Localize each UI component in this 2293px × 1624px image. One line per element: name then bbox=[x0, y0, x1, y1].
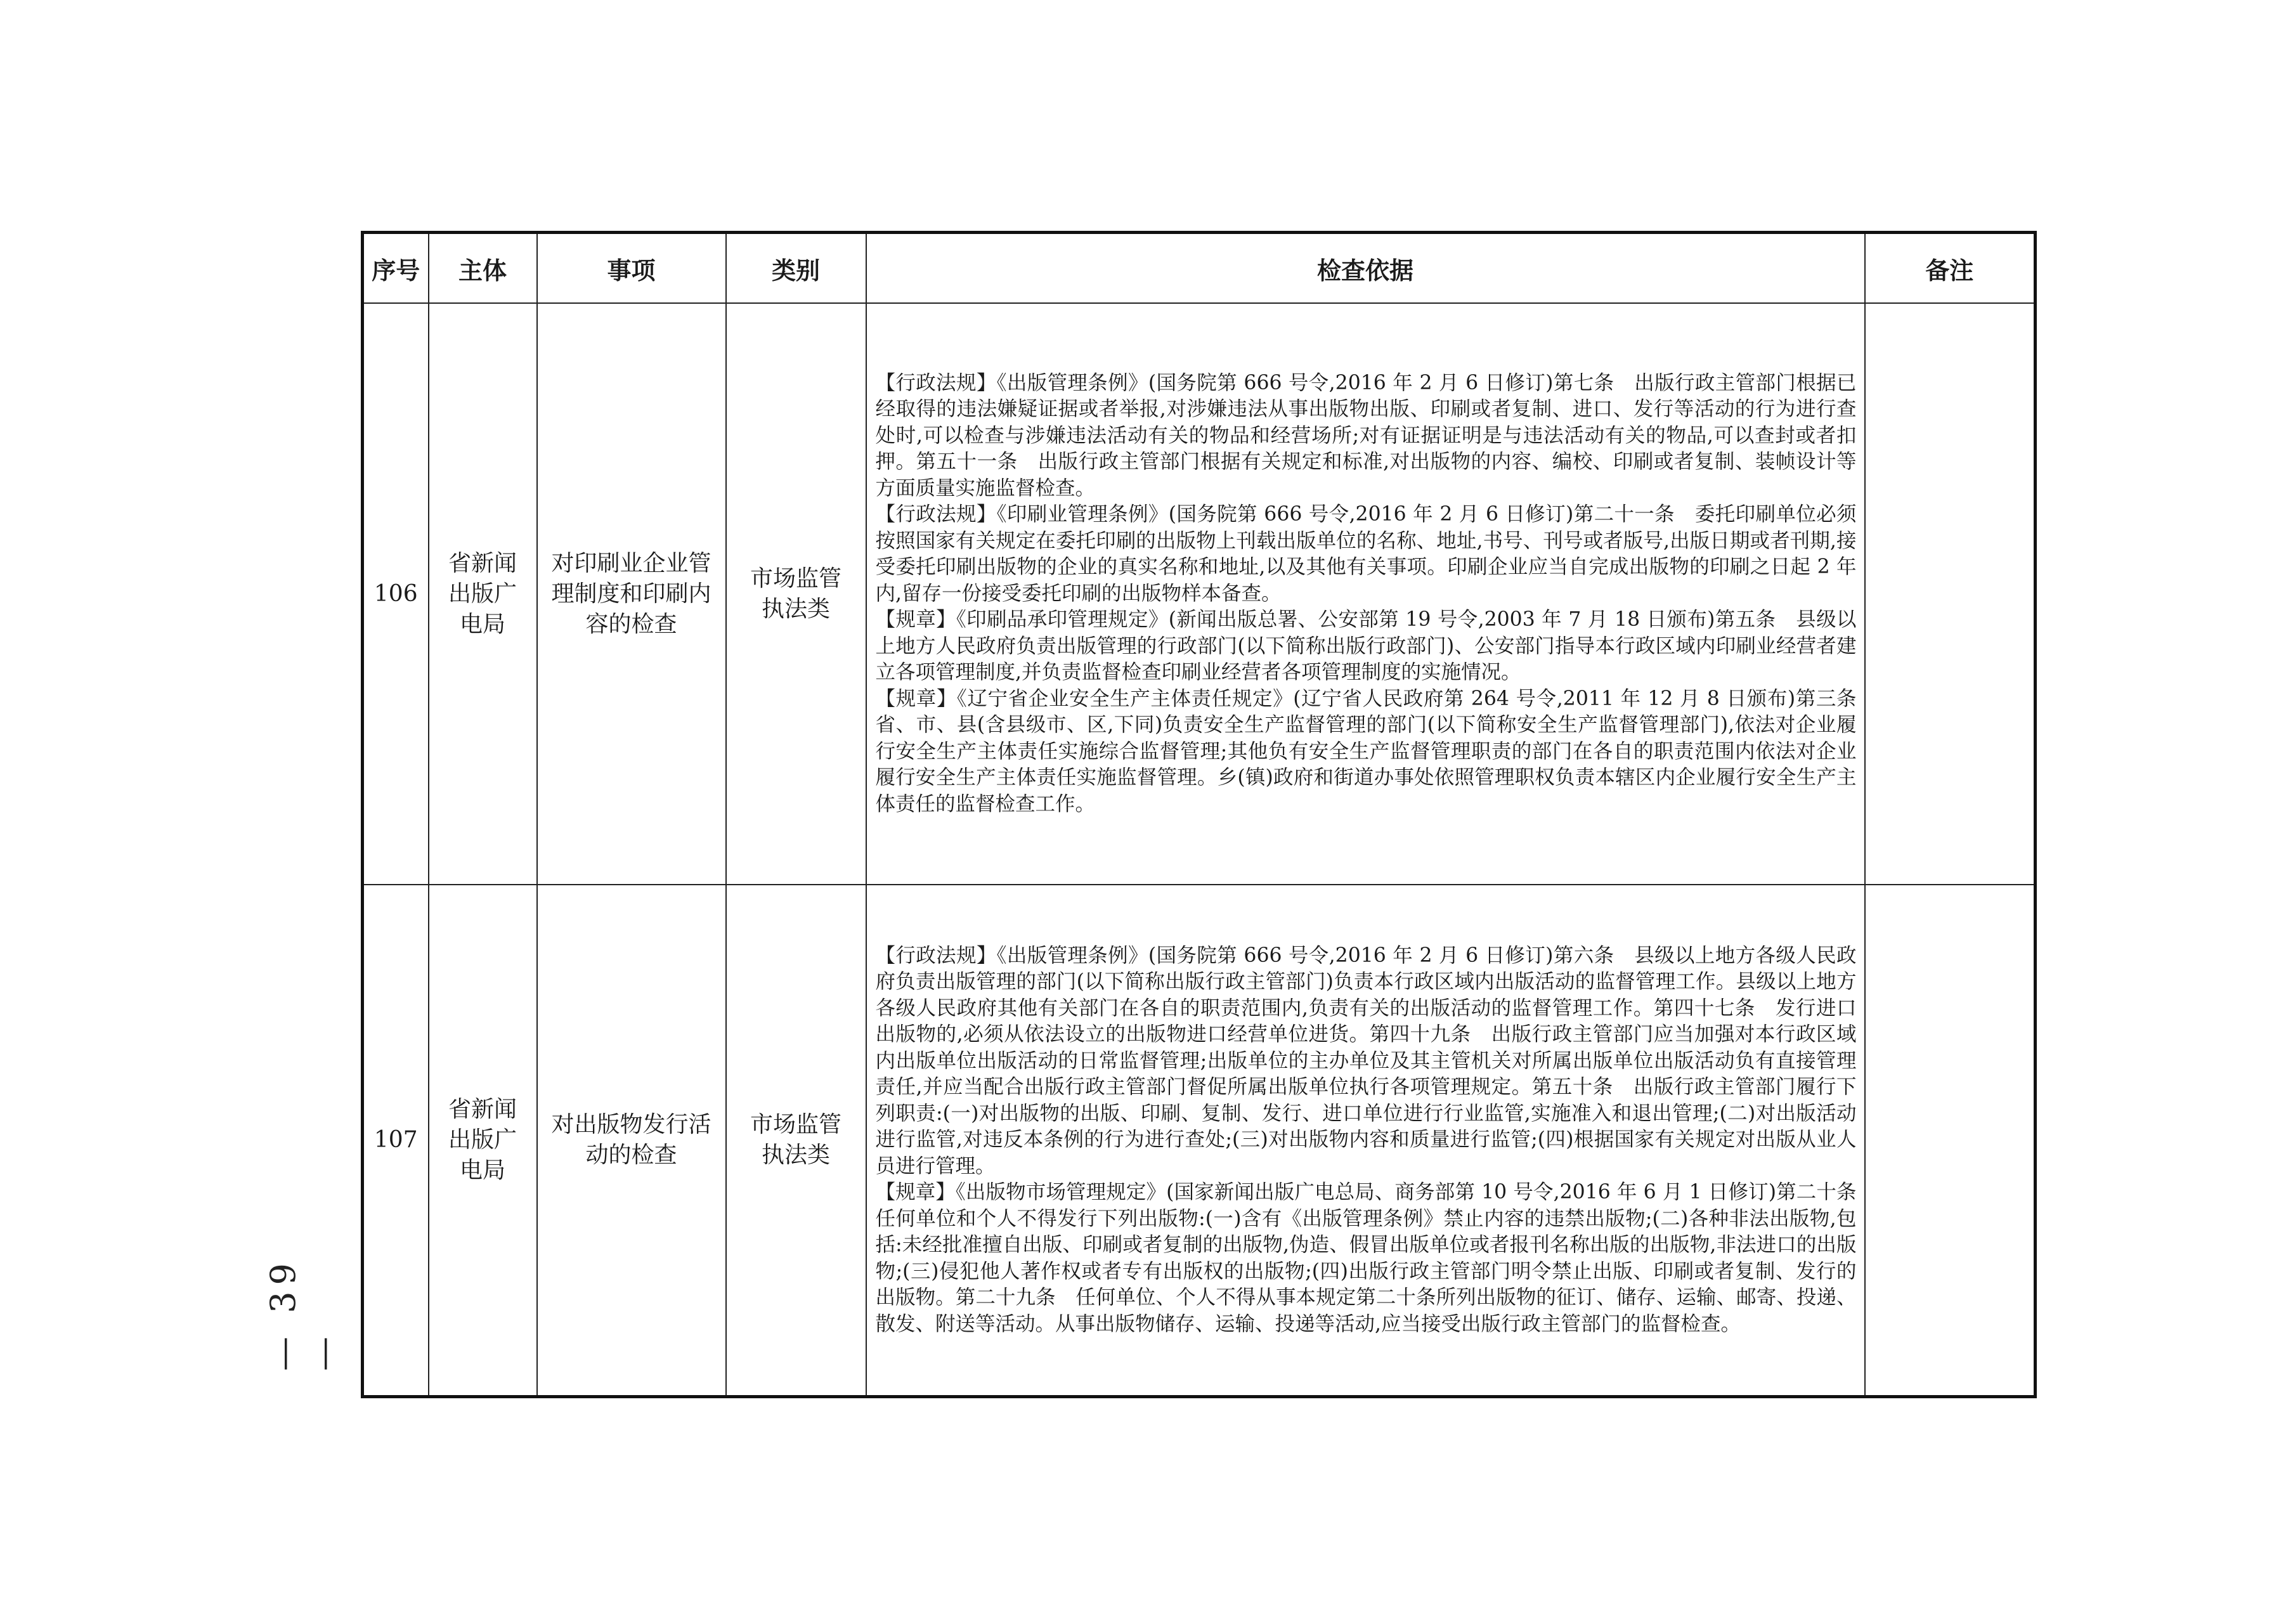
table-row bbox=[363, 303, 2036, 885]
basis-paragraph: 【行政法规】《印刷业管理条例》(国务院第 666 号令,2016 年 2 月 6 日修订)第二十一条 委托印刷单位必须按照国家有关规定在委托印刷的出版物上刊载出版单位的名称、地址,书号、刊号或者版号,出版日期或者刊期,接受委托印刷出版物的企业的真实名称和地址,以及其他有关事项。印刷企业应当自完成出版物的印刷之日起 2 年内,留存一份接受委托印刷的出版物样本备查。 bbox=[875, 503, 1857, 605]
page-number: — 39 — bbox=[263, 1257, 343, 1371]
row-number: 107 bbox=[363, 885, 429, 1396]
inspection-table bbox=[361, 231, 2037, 1398]
header-no: 序号 bbox=[363, 233, 429, 304]
header-basis: 检查依据 bbox=[866, 233, 1865, 304]
header-category: 类别 bbox=[726, 233, 866, 304]
table-header-row bbox=[363, 233, 2036, 304]
basis-paragraph: 【行政法规】《出版管理条例》(国务院第 666 号令,2016 年 2 月 6 日修订)第七条 出版行政主管部门根据已经取得的违法嫌疑证据或者举报,对涉嫌违法从事出版物出版、印刷或者复制、进口、发行等活动的行为进行查处时,可以检查与涉嫌违法活动有关的物品和经营场所;对有证据证明是与违法活动有关的物品,可以查封或者扣押。第五十一条 出版行政主管部门根据有关规定和标准,对出版物的内容、编校、印刷或者复制、装帧设计等方面质量实施监督检查。 bbox=[875, 371, 1857, 500]
row-item: 对出版物发行活动的检查 bbox=[537, 885, 726, 1396]
row-note bbox=[1865, 885, 2036, 1396]
header-subject: 主体 bbox=[429, 233, 537, 304]
header-note: 备注 bbox=[1865, 233, 2036, 304]
header-item: 事项 bbox=[537, 233, 726, 304]
row-category: 市场监管执法类 bbox=[726, 885, 866, 1396]
row-basis bbox=[866, 303, 1877, 885]
basis-paragraph: 【规章】《辽宁省企业安全生产主体责任规定》(辽宁省人民政府第 264 号令,2011 年 12 月 8 日颁布)第三条 省、市、县(含县级市、区,下同)负责安全生产监督管理的部门(以下简称安全生产监督管理部门),依法对企业履行安全生产主体责任实施综合监督管理;其他负有安全生产监督管理职责的部门在各自的职责范围内依法对企业履行安全生产主体责任实施监督管理。乡(镇)政府和街道办事处依照管理职权负责本辖区内企业履行安全生产主体责任的监督检查工作。 bbox=[875, 687, 1877, 815]
row-subject: 省新闻出版广电局 bbox=[429, 885, 537, 1396]
row-category: 市场监管执法类 bbox=[726, 303, 866, 885]
row-item: 对印刷业企业管理制度和印刷内容的检查 bbox=[537, 303, 726, 885]
row-number: 106 bbox=[363, 303, 429, 885]
row-subject: 省新闻出版广电局 bbox=[429, 303, 537, 885]
row-basis bbox=[866, 885, 1877, 1396]
row-note bbox=[1865, 303, 2036, 885]
basis-paragraph: 【规章】《印刷品承印管理规定》(新闻出版总署、公安部第 19 号令,2003 年 7 月 18 日颁布)第五条 县级以上地方人民政府负责出版管理的行政部门(以下简称出版行政部门)、公安部门指导本行政区域内印刷业经营者建立各项管理制度,并负责监督检查印刷业经营者各项管理制度的实施情况。 bbox=[875, 608, 1857, 684]
basis-paragraph: 【规章】《出版物市场管理规定》(国家新闻出版广电总局、商务部第 10 号令,2016 年 6 月 1 日修订)第二十条 任何单位和个人不得发行下列出版物:(一)含有《出版管理条例》禁止内容的违禁出版物;(二)各种非法出版物,包括:未经批准擅自出版、印刷或者复制的出版物,伪造、假冒出版单位或者报刊名称出版的出版物,非法进口的出版物;(三)侵犯他人著作权或者专有出版权的出版物;(四)出版行政主管部门明令禁止出版、印刷或者复制、发行的出版物。第二十九条 任何单位、个人不得从事本规定第二十条所列出版物的征订、储存、运输、邮寄、投递、散发、附送等活动。从事出版物储存、运输、投递等活动,应当接受出版行政主管部门的监督检查。 bbox=[875, 1181, 1877, 1335]
table-row bbox=[363, 885, 2036, 1396]
basis-paragraph: 【行政法规】《出版管理条例》(国务院第 666 号令,2016 年 2 月 6 日修订)第六条 县级以上地方各级人民政府负责出版管理的部门(以下简称出版行政主管部门)负责本行政区域内出版活动的监督管理工作。县级以上地方各级人民政府其他有关部门在各自的职责范围内,负责有关的出版活动的监督管理工作。第四十七条 发行进口出版物的,必须从依法设立的出版物进口经营单位进货。第四十九条 出版行政主管部门应当加强对本行政区域内出版单位出版活动的日常监督管理;出版单位的主办单位及其主管机关对所属出版单位出版活动负有直接管理责任,并应当配合出版行政主管部门督促所属出版单位执行各项管理规定。第五十条 出版行政主管部门履行下列职责:(一)对出版物的出版、印刷、复制、发行、进口单位进行行业监管,实施准入和退出管理;(二)对出版活动进行监管,对违反本条例的行为进行查处;(三)对出版物内容和质量进行监管;(四)根据国家有关规定对出版从业人员进行管理。 bbox=[875, 944, 1857, 1178]
